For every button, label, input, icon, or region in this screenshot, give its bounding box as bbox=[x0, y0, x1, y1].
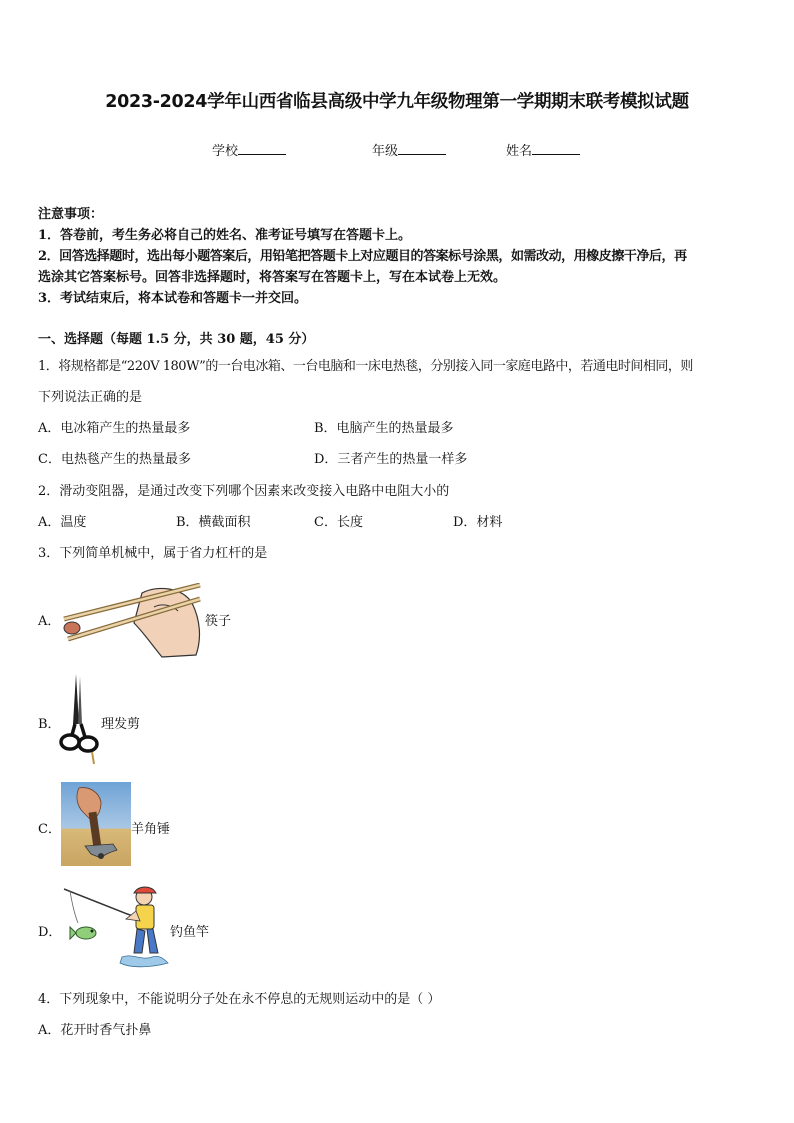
q1-option-c[interactable]: C．电热毯产生的热量最多 bbox=[38, 452, 191, 467]
q3-option-d-label: 钓鱼竿 bbox=[170, 925, 210, 940]
q1-stem-line1: 1．将规格都是“220V 180W”的一台电冰箱、一台电脑和一床电热毯，分别接入同一家庭电路中，若通电时间相同，则 bbox=[38, 359, 693, 374]
school-blank[interactable] bbox=[238, 142, 286, 155]
q1-option-d[interactable]: D．三者产生的热量一样多 bbox=[314, 452, 468, 467]
section-heading: 一、选择题（每题 1.5 分，共 30 题，45 分） bbox=[38, 332, 315, 347]
q2-option-d[interactable]: D．材料 bbox=[453, 515, 503, 530]
name-label: 姓名 bbox=[506, 144, 533, 159]
notice-item-2-cont: 选涂其它答案标号。回答非选择题时，将答案写在答题卡上，写在本试卷上无效。 bbox=[38, 270, 507, 285]
q3-option-d-letter[interactable]: D． bbox=[38, 925, 62, 940]
q4-option-a[interactable]: A．花开时香气扑鼻 bbox=[38, 1023, 152, 1038]
grade-blank[interactable] bbox=[398, 142, 446, 155]
name-field[interactable] bbox=[506, 140, 580, 159]
school-label: 学校 bbox=[212, 144, 239, 159]
q3-option-a-letter[interactable]: A． bbox=[38, 614, 61, 629]
q1-option-b[interactable]: B．电脑产生的热量最多 bbox=[314, 421, 454, 436]
q3-option-b-label: 理发剪 bbox=[101, 717, 141, 732]
q2-option-a[interactable]: A．温度 bbox=[38, 515, 87, 530]
notice-item-2: 2．回答选择题时，选出每小题答案后，用铅笔把答题卡上对应题目的答案标号涂黑，如需改动，用橡皮擦干净后，再 bbox=[38, 249, 687, 264]
q3-option-b-letter[interactable]: B． bbox=[38, 717, 61, 732]
q2-option-b[interactable]: B．横截面积 bbox=[176, 515, 251, 530]
notice-heading: 注意事项： bbox=[38, 207, 104, 222]
scissors-icon[interactable] bbox=[58, 672, 100, 766]
q1-stem-line2: 下列说法正确的是 bbox=[38, 390, 143, 405]
grade-field[interactable] bbox=[372, 140, 446, 159]
chopsticks-icon[interactable] bbox=[62, 583, 204, 658]
q3-option-c-label: 羊角锤 bbox=[131, 822, 171, 837]
q2-stem: 2．滑动变阻器，是通过改变下列哪个因素来改变接入电路中电阻大小的 bbox=[38, 484, 450, 499]
page-title: 2023-2024学年山西省临县高级中学九年级物理第一学期期末联考模拟试题 bbox=[105, 92, 689, 112]
q3-option-a-label: 筷子 bbox=[205, 614, 232, 629]
claw-hammer-icon[interactable] bbox=[61, 782, 131, 866]
fishing-rod-icon[interactable] bbox=[62, 883, 170, 971]
q2-option-c[interactable]: C．长度 bbox=[314, 515, 363, 530]
q4-stem: 4．下列现象中，不能说明分子处在永不停息的无规则运动中的是（ ） bbox=[38, 992, 441, 1007]
grade-label: 年级 bbox=[372, 144, 399, 159]
school-field[interactable] bbox=[212, 140, 286, 159]
q3-option-c-letter[interactable]: C． bbox=[38, 822, 61, 837]
notice-item-3: 3．考试结束后，将本试卷和答题卡一并交回。 bbox=[38, 291, 308, 306]
name-blank[interactable] bbox=[532, 142, 580, 155]
q1-option-a[interactable]: A．电冰箱产生的热量最多 bbox=[38, 421, 191, 436]
notice-item-1: 1．答卷前，考生务必将自己的姓名、准考证号填写在答题卡上。 bbox=[38, 228, 412, 243]
q3-stem: 3．下列简单机械中，属于省力杠杆的是 bbox=[38, 546, 268, 561]
